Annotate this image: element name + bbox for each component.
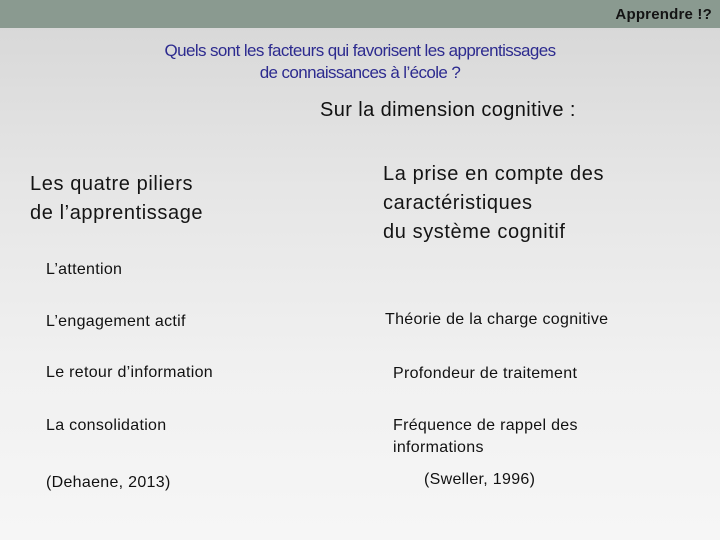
left-heading-line-2: de l’apprentissage [30, 202, 204, 224]
left-column-heading [30, 170, 330, 228]
left-citation: (Dehaene, 2013) [46, 474, 171, 491]
right-heading-line-1: La prise en compte des [383, 163, 605, 185]
left-item-engagement: L’engagement actif [46, 313, 186, 330]
right-item-profondeur: Profondeur de traitement [393, 365, 578, 382]
question-text [100, 40, 620, 84]
right-column-heading [383, 160, 703, 247]
header-bar [0, 0, 720, 28]
left-item-consolidation: La consolidation [46, 417, 167, 434]
right-item-frequence-line-1: Fréquence de rappel des [393, 417, 578, 434]
right-heading-line-2: caractéristiques [383, 192, 533, 214]
right-heading-line-3: du système cognitif [383, 221, 566, 243]
right-item-charge-cognitive: Théorie de la charge cognitive [385, 311, 609, 328]
question-line-1: Quels sont les facteurs qui favorisent les apprentissages [164, 41, 556, 60]
left-item-attention: L’attention [46, 261, 123, 278]
question-line-2: de connaissances à l’école ? [259, 63, 461, 82]
subtitle: Sur la dimension cognitive : [320, 99, 576, 121]
left-item-retour: Le retour d’information [46, 364, 213, 381]
left-heading-line-1: Les quatre piliers [30, 173, 194, 195]
right-citation: (Sweller, 1996) [424, 471, 536, 488]
header-title: Apprendre !? [615, 6, 712, 23]
right-item-frequence-line-2: informations [393, 439, 484, 456]
right-item-frequence [393, 415, 578, 459]
